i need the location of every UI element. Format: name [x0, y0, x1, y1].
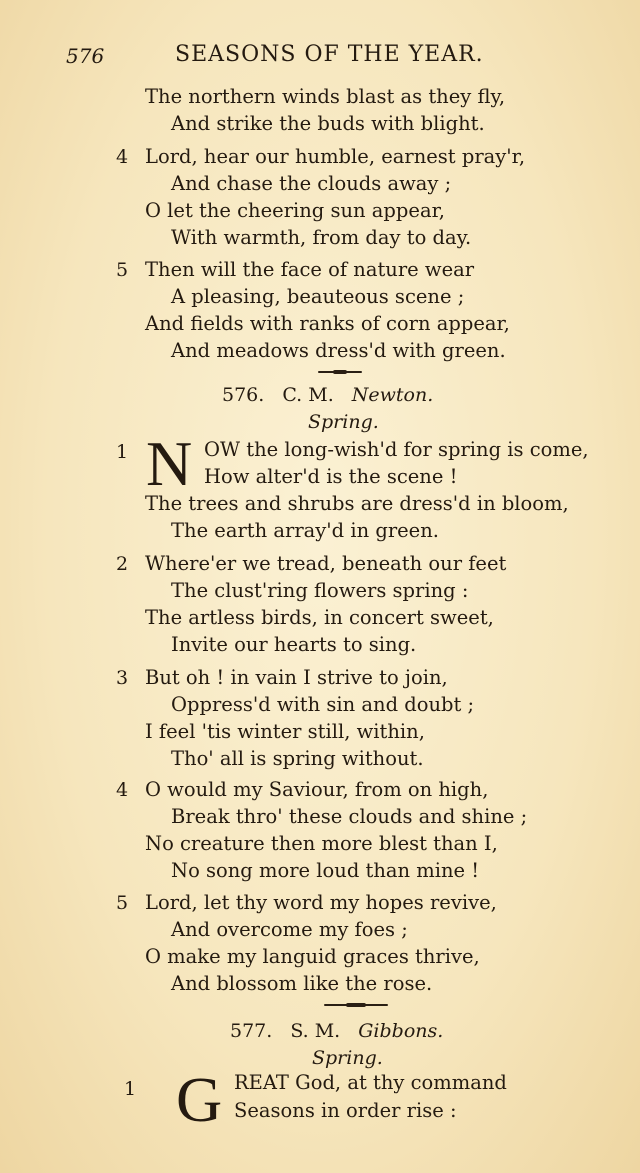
hymn-576-heading [222, 384, 433, 406]
verse-line: Break thro' these clouds and shine ; [171, 805, 528, 828]
verse-line: The artless birds, in concert sweet, [145, 606, 494, 629]
verse-line: Lord, let thy word my hopes revive, [145, 891, 497, 914]
verse-line: The earth array'd in green. [171, 519, 439, 542]
ornamental-rule [324, 1003, 388, 1007]
stanza-number: 2 [116, 553, 129, 575]
stanza-number: 5 [116, 259, 129, 281]
verse-line: How alter'd is the scene ! [204, 465, 458, 488]
hymn-meter: C. M. [282, 384, 334, 406]
verse-line: I feel 'tis winter still, within, [145, 720, 425, 743]
hymn-577-heading [230, 1020, 443, 1042]
verse-line: No song more loud than mine ! [171, 859, 480, 882]
verse-line: OW the long-wish'd for spring is come, [204, 438, 589, 461]
verse-line: And fields with ranks of corn appear, [145, 312, 510, 335]
verse-line: Lord, hear our humble, earnest pray'r, [145, 145, 526, 168]
hymn-tune: Newton. [351, 384, 434, 406]
verse-line: O let the cheering sun appear, [145, 199, 445, 222]
verse-line: And strike the buds with blight. [171, 112, 485, 135]
verse-line: And meadows dress'd with green. [171, 339, 506, 362]
drop-cap: G [176, 1064, 223, 1135]
hymn-subtitle: Spring. [312, 1047, 383, 1069]
stanza-number: 1 [116, 441, 129, 463]
verse-line: O make my languid graces thrive, [145, 945, 480, 968]
verse-line: But oh ! in vain I strive to join, [145, 666, 448, 689]
verse-line: And blossom like the rose. [171, 972, 433, 995]
hymn-subtitle: Spring. [308, 411, 379, 433]
running-title: SEASONS OF THE YEAR. [175, 42, 484, 67]
verse-line: REAT God, at thy command [234, 1071, 507, 1094]
stanza-number: 5 [116, 892, 129, 914]
hymn-number: 576. [222, 384, 265, 406]
page-header [0, 38, 640, 78]
verse-line: With warmth, from day to day. [171, 226, 472, 249]
hymn-number: 577. [230, 1020, 273, 1042]
verse-line: Where'er we tread, beneath our feet [145, 552, 507, 575]
hymn-tune: Gibbons. [358, 1020, 444, 1042]
verse-line: The clust'ring flowers spring : [171, 579, 469, 602]
verse-line: No creature then more blest than I, [145, 832, 498, 855]
stanza-number: 3 [116, 667, 129, 689]
verse-line: Tho' all is spring without. [171, 747, 424, 770]
verse-line: Oppress'd with sin and doubt ; [171, 693, 475, 716]
verse-line: The northern winds blast as they fly, [145, 85, 506, 108]
page-number: 576 [66, 44, 105, 68]
verse-line: O would my Saviour, from on high, [145, 778, 489, 801]
hymn-meter: S. M. [290, 1020, 341, 1042]
stanza-number: 1 [124, 1078, 137, 1100]
verse-line: And chase the clouds away ; [171, 172, 452, 195]
verse-line: Invite our hearts to sing. [171, 633, 417, 656]
ornamental-rule [318, 370, 362, 374]
verse-line: Then will the face of nature wear [145, 258, 475, 281]
verse-line: And overcome my foes ; [171, 918, 408, 941]
drop-cap: N [146, 428, 193, 499]
stanza-number: 4 [116, 146, 129, 168]
verse-line: A pleasing, beauteous scene ; [171, 285, 465, 308]
verse-line: The trees and shrubs are dress'd in bloom, [145, 492, 569, 515]
stanza-number: 4 [116, 779, 129, 801]
verse-line: Seasons in order rise : [234, 1099, 457, 1122]
